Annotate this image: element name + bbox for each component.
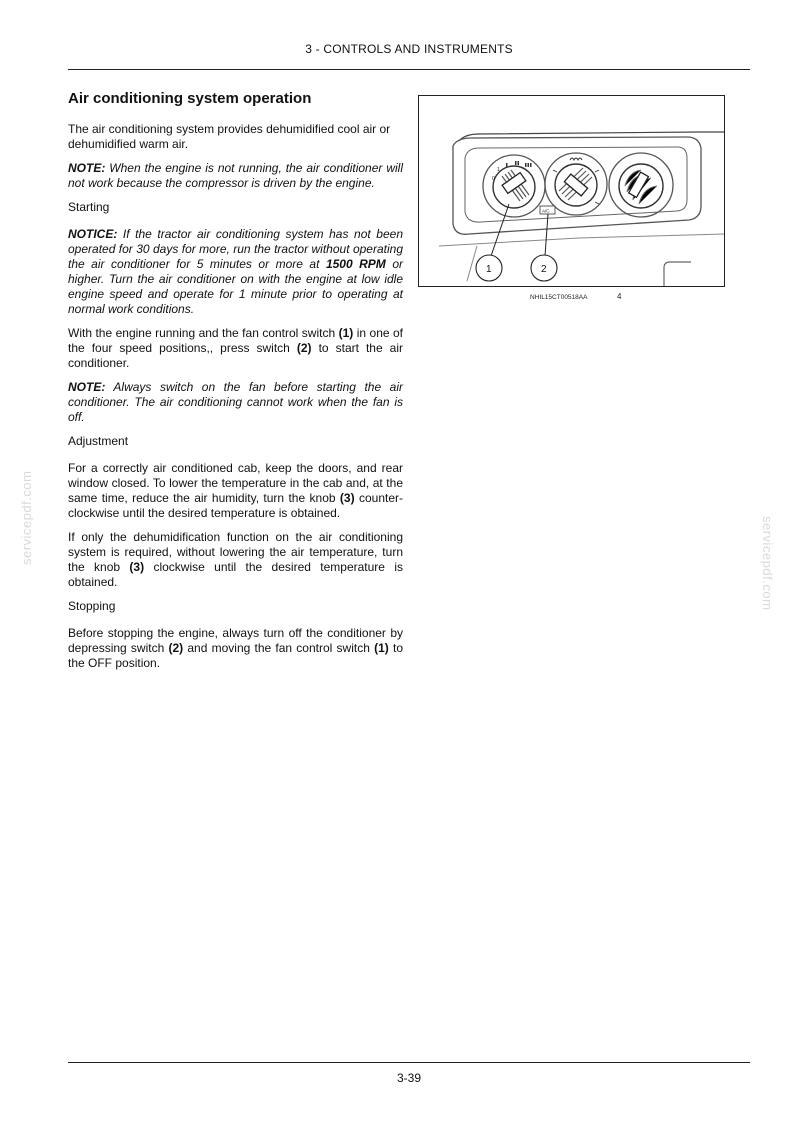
subheading-adjustment: Adjustment xyxy=(68,434,129,448)
subheading-stopping: Stopping xyxy=(68,599,116,613)
defrost-icon xyxy=(570,158,582,160)
text-run: Before stopping the engine, always turn off the conditioner by depressing switch xyxy=(68,626,403,655)
callout-leader-2 xyxy=(545,214,548,256)
notice-text-b: or higher. Turn the air conditioner on with the engine at low idle engine speed and operate for 1 minute prior to operating at normal work conditions. xyxy=(68,257,403,316)
control-panel-figure xyxy=(418,95,725,287)
note-label: NOTE: xyxy=(68,161,106,175)
page-number: 3-39 xyxy=(396,1071,422,1085)
adjustment-paragraph-2 xyxy=(68,530,403,590)
note-text: Always switch on the fan before starting the air conditioner. The air conditioning cannot work when the fan is off. xyxy=(68,380,403,424)
ref-3: (3) xyxy=(129,560,145,574)
fan-mark-1: 1 xyxy=(497,167,500,173)
callout-label-1: 1 xyxy=(486,264,492,275)
intro-paragraph: The air conditioning system provides dehumidified cool air or dehumidified warm air. xyxy=(68,122,391,151)
figure-number: 4 xyxy=(617,292,622,301)
text-run: If only the dehumidification function on the air conditioning system is required, without lowering the air temperature, turn the knob xyxy=(68,530,403,574)
callout-label-2: 2 xyxy=(541,264,547,275)
adjustment-paragraph-1 xyxy=(68,461,403,521)
dash-line xyxy=(467,246,477,281)
temperature-knob xyxy=(609,153,673,217)
text-run: in one of the four speed positions,, press switch xyxy=(68,326,403,355)
notice-text-a: If the tractor air conditioning system has not been operated for 30 days for more, run the tractor without operating the air conditioner for 5 minutes or more at xyxy=(68,227,403,271)
fan-mark-0: 0 xyxy=(492,176,495,182)
callout-leader-1 xyxy=(491,204,509,256)
text-run: clockwise until the desired temperature is obtained. xyxy=(68,560,403,589)
starting-paragraph xyxy=(68,326,403,371)
stopping-paragraph xyxy=(68,626,403,671)
text-run: to start the air conditioner. xyxy=(68,341,403,370)
figure-caption: NHIL15CT00518AA xyxy=(530,294,588,301)
control-panel-illustration xyxy=(419,96,724,286)
page-header: 3 - CONTROLS AND INSTRUMENTS xyxy=(305,42,513,56)
ref-2: (2) xyxy=(296,341,312,355)
subheading-starting: Starting xyxy=(68,200,110,214)
header-rule xyxy=(68,69,750,70)
ref-1: (1) xyxy=(338,326,354,340)
dash-line xyxy=(439,234,724,246)
note-label: NOTE: xyxy=(68,380,106,394)
watermark-right: servicepdf.com xyxy=(760,516,775,611)
ac-switch-label: A/C xyxy=(542,208,550,214)
note-engine xyxy=(68,161,403,191)
note-text: When the engine is not running, the air conditioner will not work because the compressor is driven by the engine. xyxy=(68,161,403,190)
text-run: counter-clockwise until the desired temperature is obtained. xyxy=(68,491,403,520)
text-run: and moving the fan control switch xyxy=(183,641,375,655)
ref-1: (1) xyxy=(374,641,389,655)
section-heading: Air conditioning system operation xyxy=(68,90,312,107)
text-run: For a correctly air conditioned cab, keep the doors, and rear window closed. To lower the temperature in the cab and, at the same time, reduce the air humidity, turn the knob xyxy=(68,461,403,505)
footer-rule xyxy=(68,1062,750,1063)
dash-bracket xyxy=(664,262,691,286)
ref-2: (2) xyxy=(168,641,184,655)
note-fan xyxy=(68,380,403,425)
notice-label: NOTICE: xyxy=(68,227,118,241)
main-content xyxy=(68,89,403,680)
fan-knob xyxy=(483,155,545,217)
ref-3: (3) xyxy=(339,491,355,505)
notice-paragraph xyxy=(68,227,403,317)
watermark-left: servicepdf.com xyxy=(19,470,34,565)
text-run: With the engine running and the fan control switch xyxy=(68,326,339,340)
text-run: to the OFF position. xyxy=(68,641,404,670)
notice-rpm: 1500 RPM xyxy=(325,257,386,271)
